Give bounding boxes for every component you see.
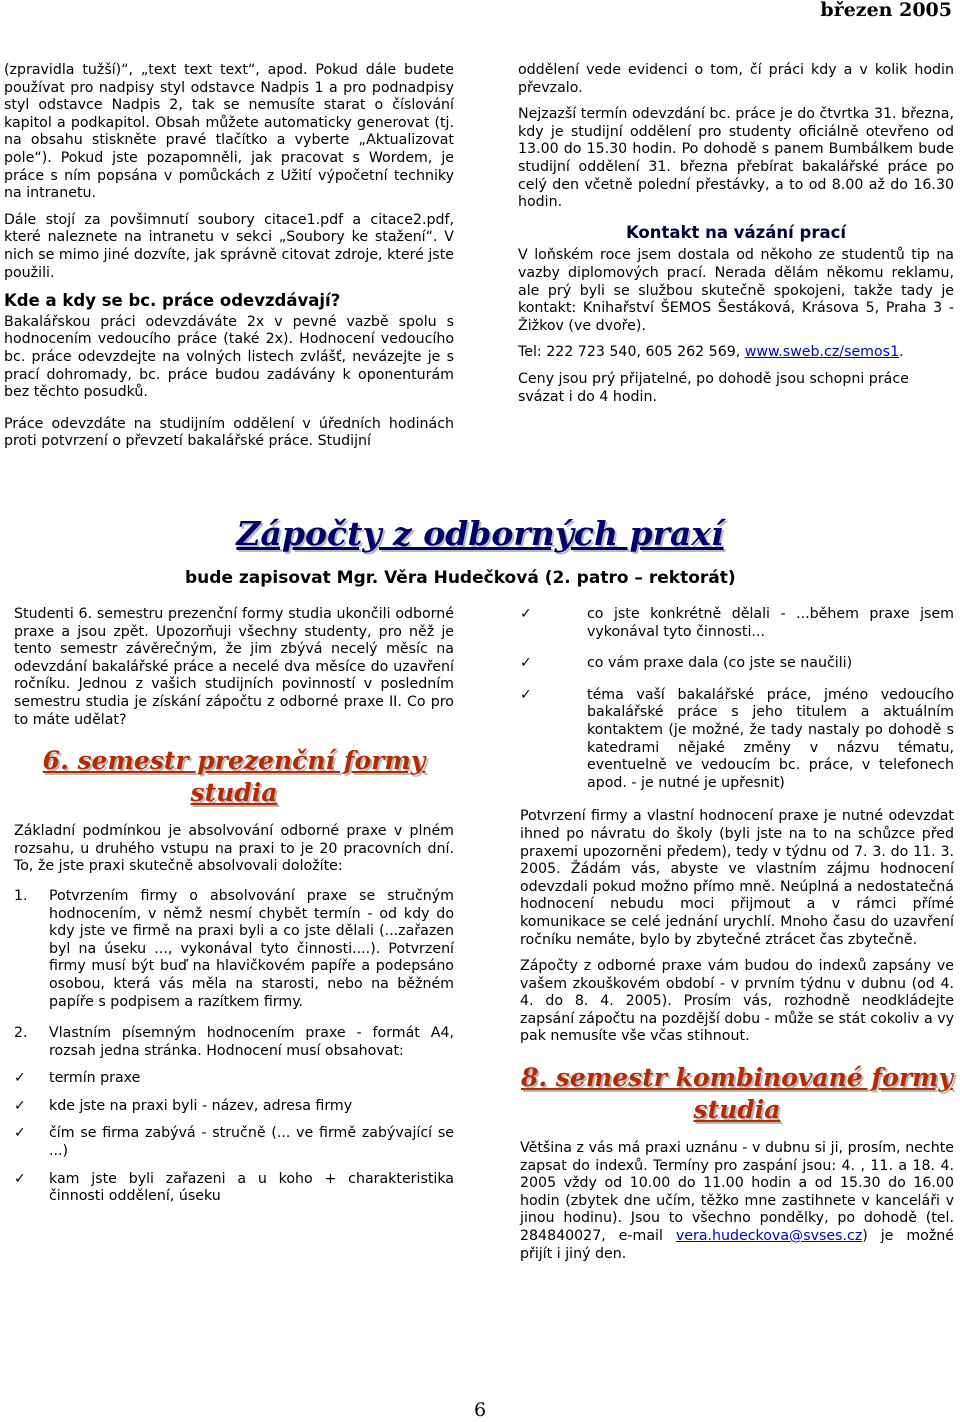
section-heading: Kde a kdy se bc. práce odevzdávají? [4, 291, 341, 311]
left-column-bottom [14, 606, 454, 1206]
list-item [14, 1125, 454, 1160]
item-number: 2. [14, 1025, 28, 1042]
paragraph: Studenti 6. semestru prezenční formy studia ukončili odborné praxe a jsou zpět. Upozorňuji všechny studenty, pro něž je tento semestr závěrečným, že jim zbývá necelý měsíc na odevzdání bakalářské práce a necelé dva měsíce do uzavření ročníku. Jednou z vašich studijních povinností v posledním semestru studia je získání zápočtu z odborné praxe II. Co pro to máte udělat? [14, 606, 454, 728]
checkmark-icon: ✓ [14, 1070, 26, 1087]
checkmark-icon: ✓ [520, 606, 532, 622]
item-text: Vlastním písemným hodnocením praxe - formát A4, rozsah jedna stránka. Hodnocení musí obsahovat: [49, 1025, 454, 1059]
right-column-bottom [520, 606, 954, 1263]
paragraph: oddělení vede evidenci o tom, čí práci kdy a v kolik hodin převzalo. [518, 62, 954, 96]
main-title: Zápočty z odborných praxí [236, 514, 724, 553]
checkmark-icon: ✓ [14, 1170, 26, 1187]
page-number: 6 [473, 1399, 487, 1421]
paragraph: Ceny jsou prý přijatelné, po dohodě jsou schopni práce svázat i do 4 hodin. [518, 370, 909, 405]
paragraph: Potvrzení firmy a vlastní hodnocení praxe je nutné odevzdat ihned po návratu do školy (byli jste na to na schůzce před praxemi upozorněni předem), tedy v týdnu od 7. 3. do 11. 3. 2005. Žádám vás, abyste ve vlastním zájmu hodnocení odevzdali pokud možno přímo mně. Neúplná a nedostatečná hodnocení nebudu moci přijmout a v rámci přímé komunikace se celé jednání urychlí. Mnoho času do uzavření ročníku nemáte, bylo by zbytečné ztrácet čas zbytečně. [520, 808, 954, 948]
paragraph [520, 1140, 954, 1263]
item-text: kam jste byli zařazeni a u koho + charakteristika činnosti oddělení, úseku [49, 1170, 454, 1205]
list-item [520, 687, 954, 793]
phone-text: Tel: 222 723 540, 605 262 569, [518, 344, 745, 361]
subtitle: bude zapisovat Mgr. Věra Hudečková (2. patro – rektorát) [185, 568, 736, 588]
checkmark-icon: ✓ [520, 686, 532, 703]
item-text: co jste konkrétně dělali - ...během praxe jsem vykonával tyto činnosti... [587, 606, 954, 640]
list-item [520, 655, 954, 673]
header-date: březen 2005 [820, 0, 952, 21]
left-column-top [4, 62, 454, 451]
list-item [14, 888, 454, 1011]
check-list [14, 1070, 454, 1206]
item-number: 1. [14, 887, 28, 904]
paragraph-text: Většina z vás má praxi uznánu - v dubnu si ji, prosím, nechte zapsat do indexů. Termíny pro zaspání jsou: 4. , 11. a 18. 4. 2005 vždy od 10.00 do 11.00 hodin a od 15.30 do 16.00 hodin (zbytek dne učím, těžko mne zastihnete v kanceláři v jinou hodinu). Jsou to všechno pondělky, po dohodě (tel. 284840027, e-mail [520, 1140, 954, 1245]
punctuation: . [899, 344, 904, 361]
paragraph: V loňském roce jsem dostala od někoho ze studentů tip na vazby diplomových prací. Nerada dělám někomu reklamu, ale prý byli se službou skutečně spokojeni, takže tady je kontakt: Knihařství ŠEMOS Šestáková, Krásova 5, Praha 3 - Žižkov (ve dvoře). [518, 247, 954, 334]
item-text: co vám praxe dala (co jste se naučili) [587, 655, 853, 672]
right-column-top [518, 62, 954, 406]
paragraph: Dále stojí za povšimnutí soubory citace1.pdf a citace2.pdf, které naleznete na intranetu v sekci „Soubory ke stažení“. V nich se mimo jiné dozvíte, jak správně citovat zdroje, které jste použili. [4, 211, 454, 281]
checkmark-icon: ✓ [14, 1097, 26, 1114]
paragraph: Základní podmínkou je absolvování odborné praxe v plném rozsahu, u druhého vstupu na praxi to je 20 pracovních dní. To, že jste praxi skutečně absolvovali doložíte: [14, 823, 454, 875]
paragraph-text: ) je možné přijít i jiný den. [520, 1228, 954, 1262]
item-text: kde jste na praxi byli - název, adresa firmy [49, 1097, 353, 1114]
list-item [14, 1098, 454, 1116]
numbered-list [14, 888, 454, 1060]
paragraph: Zápočty z odborné praxe vám budou do indexů zapsány ve vašem zkouškovém období - v prvním týdnu v dubnu (od 4. 4. do 8. 4. 2005). Prosím vás, rozhodně neodkládejte zapsání zápočtu na pozdější dobu - může se stát cokoliv a vy pak nemusíte vše včas stihnout. [520, 958, 954, 1045]
section-title: 8. semestr kombinované formy studia [520, 1063, 953, 1125]
email-link[interactable]: vera.hudeckova@svses.cz [675, 1228, 863, 1245]
paragraph: (zpravidla tužší)“, „text text text“, apod. Pokud dále budete používat pro nadpisy styl odstavce Nadpis 1 a pro podnadpisy styl odstavce Nadpis 2, tak se nemusíte starat o číslování kapitol a podkapitol. Obsah můžete automaticky generovat (tj. na obsahu stiskněte pravé tlačítko a vyberte „Aktualizovat pole“). Pokud jste pozapomněli, jak pracovat s Wordem, je práce s ním popsána v pomůckách z Užití výpočetní techniky na intranetu. [4, 62, 454, 202]
contact-line [518, 344, 954, 362]
item-text: termín praxe [49, 1070, 141, 1087]
section-heading: Kontakt na vázání prací [625, 222, 847, 242]
list-item [520, 606, 954, 641]
section-title: 6. semestr prezenční formy studia [42, 746, 426, 808]
semos-link[interactable]: www.sweb.cz/semos1 [744, 344, 900, 361]
list-item [14, 1171, 454, 1206]
paragraph: Bakalářskou práci odevzdáváte 2x v pevné vazbě spolu s hodnocením vedoucího práce (také 2x). Hodnocení vedoucího bc. práce odevzdejte na volných listech zvlášť, nevázejte je s prací dohromady, bc. práce budou zadávány k oponenturám bez těchto posudků. [4, 313, 454, 401]
item-text: Potvrzením firmy o absolvování praxe se stručným hodnocením, v němž nesmí chybět termín - od kdy do kdy jste ve firmě na praxi byli a co jste dělali (...zařazen byl na úseku ..., vykonával tyto činnosti....). Potvrzení firmy musí být buď na hlavičkovém papíře a podepsáno osobou, která vás měla na starosti, nebo na běžném papíře s podpisem a razítkem firmy. [49, 887, 454, 1010]
checkmark-icon: ✓ [14, 1125, 26, 1142]
list-item [14, 1025, 454, 1060]
paragraph: Práce odevzdáte na studijním oddělení v úředních hodinách proti potvrzení o převzetí bakalářské práce. Studijní [4, 415, 454, 450]
item-text: téma vaší bakalářské práce, jméno vedoucího bakalářské práce s jeho titulem a aktuálním kontaktem (je možné, že tady nastaly po dohodě s katedrami nějaké změny v názvu tématu, eventuelně ve vedoucím bc. práce, v telefonech apod. - je nutné je upřesnit) [587, 686, 954, 791]
item-text: čím se firma zabývá - stručně (... ve firmě zabývající se ...) [49, 1125, 454, 1160]
checkmark-icon: ✓ [520, 655, 532, 672]
paragraph: Nejzazší termín odevzdání bc. práce je do čtvrtka 31. března, kdy je studijní oddělení pro studenty oficiálně otevřeno od 13.00 do 15.30 hodin. Po dohodě s panem Bumbálkem bude studijní oddělení 31. března přebírat bakalářské práce po celý den včetně polední přestávky, a to od 8.00 až do 16.30 hodin. [518, 106, 954, 211]
list-item [14, 1070, 454, 1088]
check-list [520, 606, 954, 792]
